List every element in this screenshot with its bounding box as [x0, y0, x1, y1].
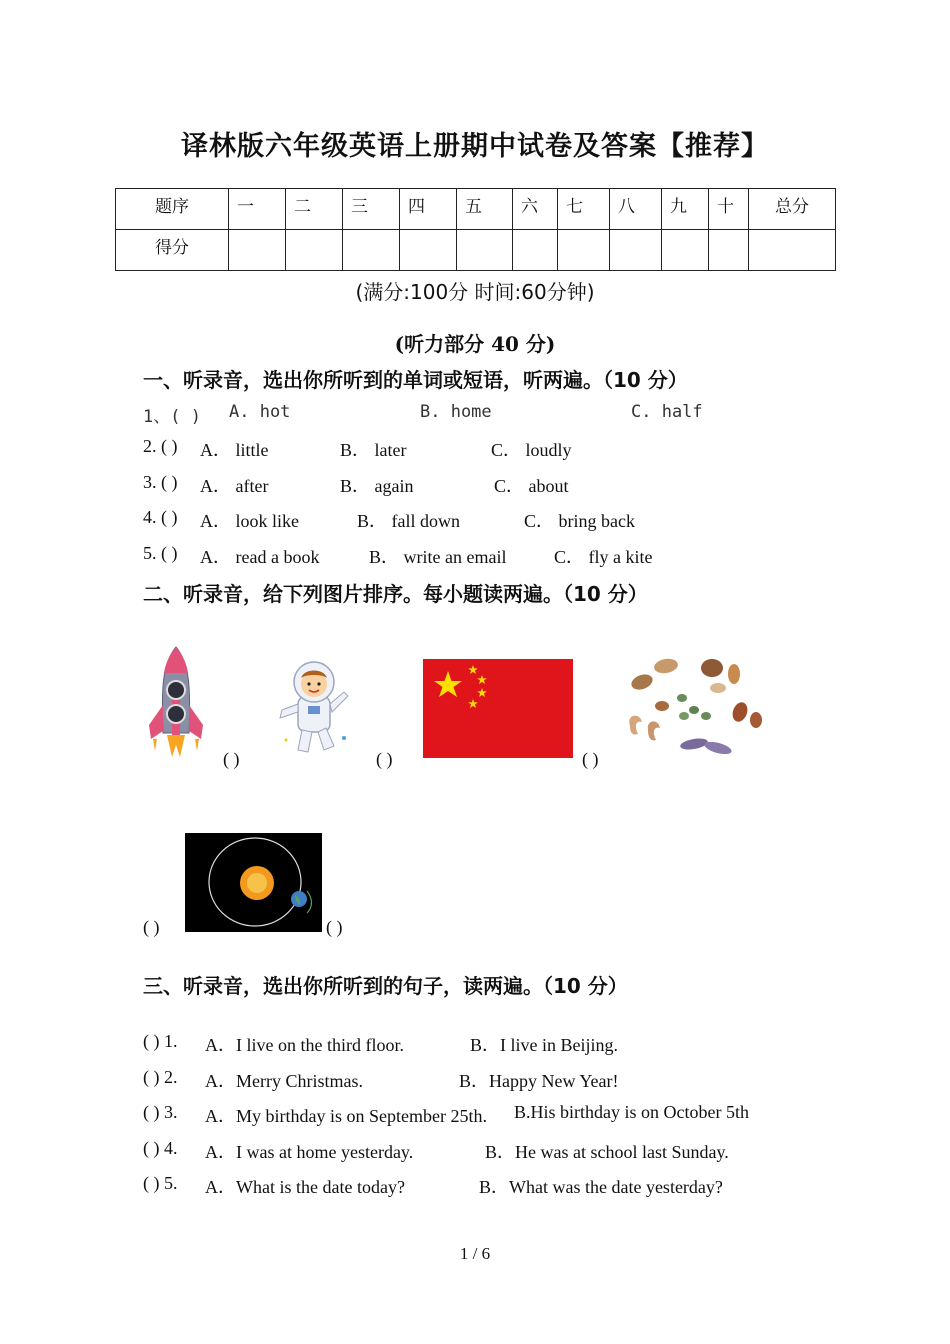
section2-heading: 二、听录音，给下列图片排序。每小题读两遍。（10 分） — [143, 582, 648, 606]
score-cell[interactable] — [229, 230, 286, 271]
score-cell[interactable] — [457, 230, 513, 271]
s3-question-5-option-a[interactable]: A．What is the date today? — [205, 1177, 405, 1197]
chinese-flag-icon — [423, 659, 575, 759]
s3-question-3-option-b[interactable]: B.His birthday is on October 5th — [514, 1102, 749, 1122]
score-header-cell: 二 — [286, 189, 343, 230]
score-table-score-row — [116, 230, 836, 271]
s3-question-3-option-a[interactable]: A．My birthday is on September 25th. — [205, 1106, 487, 1126]
picture-5-answer[interactable]: ( ) — [326, 917, 343, 937]
question-3-option-a[interactable]: A． after — [200, 476, 269, 496]
question-2-option-c[interactable]: C． loudly — [491, 440, 572, 460]
question-1-option-a[interactable]: A. hot — [229, 402, 291, 422]
s3-question-4-option-a[interactable]: A．I was at home yesterday. — [205, 1142, 414, 1162]
score-header-cell: 八 — [610, 189, 662, 230]
s3-question-1-option-a[interactable]: A．I live on the third floor. — [205, 1035, 404, 1055]
page-title: 译林版六年级英语上册期中试卷及答案【推荐】 — [181, 131, 769, 162]
picture-2-answer[interactable]: ( ) — [376, 749, 393, 769]
score-cell[interactable] — [286, 230, 343, 271]
question-1-option-c[interactable]: C. half — [631, 402, 703, 422]
score-header-cell: 总分 — [749, 189, 836, 230]
question-3-option-c[interactable]: C． about — [494, 476, 569, 496]
score-cell[interactable] — [610, 230, 662, 271]
score-header-cell: 三 — [343, 189, 400, 230]
score-table — [115, 188, 836, 271]
s3-question-5-option-b[interactable]: B．What was the date yesterday? — [479, 1177, 723, 1197]
s3-question-2-option-b[interactable]: B．Happy New Year! — [459, 1071, 619, 1091]
question-4-option-a[interactable]: A． look like — [200, 511, 299, 531]
question-5-num: 5. ( ) — [143, 543, 178, 563]
rocket-icon — [145, 645, 207, 765]
nuts-icon — [622, 654, 770, 764]
score-header-cell: 一 — [229, 189, 286, 230]
question-5-option-a[interactable]: A． read a book — [200, 547, 320, 567]
question-5-option-b[interactable]: B． write an email — [369, 547, 507, 567]
question-4-option-c[interactable]: C． bring back — [524, 511, 635, 531]
score-cell[interactable] — [513, 230, 558, 271]
score-cell[interactable] — [662, 230, 709, 271]
page-number: 1 / 6 — [459, 1244, 491, 1263]
question-2-option-b[interactable]: B． later — [340, 440, 407, 460]
score-cell[interactable] — [343, 230, 400, 271]
score-header-cell: 十 — [709, 189, 749, 230]
score-header-cell: 五 — [457, 189, 513, 230]
section1-heading: 一、听录音，选出你所听到的单词或短语，听两遍。（10 分） — [143, 368, 688, 392]
question-2-num: 2. ( ) — [143, 436, 178, 456]
question-4-num: 4. ( ) — [143, 507, 178, 527]
s3-question-5-num: ( ) 5. — [143, 1173, 178, 1193]
listening-part-label: (听力部分 40 分) — [394, 332, 556, 356]
s3-question-2-num: ( ) 2. — [143, 1067, 178, 1087]
score-cell[interactable] — [749, 230, 836, 271]
s3-question-1-option-b[interactable]: B．I live in Beijing. — [470, 1035, 618, 1055]
question-1-option-b[interactable]: B. home — [420, 402, 492, 422]
score-header-cell: 七 — [558, 189, 610, 230]
score-header-cell: 六 — [513, 189, 558, 230]
picture-1-answer[interactable]: ( ) — [223, 749, 240, 769]
score-header-cell: 四 — [400, 189, 457, 230]
picture-3-answer[interactable]: ( ) — [582, 749, 599, 769]
question-2-option-a[interactable]: A． little — [200, 440, 269, 460]
s3-question-3-num: ( ) 3. — [143, 1102, 178, 1122]
picture-4-answer[interactable]: ( ) — [143, 917, 160, 937]
question-4-option-b[interactable]: B． fall down — [357, 511, 460, 531]
s3-question-2-option-a[interactable]: A．Merry Christmas. — [205, 1071, 363, 1091]
score-header-cell: 题序 — [116, 189, 229, 230]
score-cell[interactable] — [558, 230, 610, 271]
astronaut-icon — [274, 658, 356, 758]
score-cell[interactable] — [709, 230, 749, 271]
s3-question-1-num: ( ) 1. — [143, 1031, 178, 1051]
score-time-info: (满分:100分 时间:60分钟) — [355, 280, 595, 304]
section3-heading: 三、听录音，选出你所听到的句子，读两遍。（10 分） — [143, 974, 628, 998]
score-header-cell: 九 — [662, 189, 709, 230]
question-3-option-b[interactable]: B． again — [340, 476, 414, 496]
s3-question-4-num: ( ) 4. — [143, 1138, 178, 1158]
s3-question-4-option-b[interactable]: B．He was at school last Sunday. — [485, 1142, 729, 1162]
question-3-num: 3. ( ) — [143, 472, 178, 492]
question-5-option-c[interactable]: C． fly a kite — [554, 547, 653, 567]
solar-system-icon — [185, 833, 322, 932]
score-cell[interactable] — [400, 230, 457, 271]
score-row-label: 得分 — [116, 230, 229, 271]
score-table-header-row — [116, 189, 836, 230]
question-1-num: 1、( ) — [143, 407, 201, 427]
